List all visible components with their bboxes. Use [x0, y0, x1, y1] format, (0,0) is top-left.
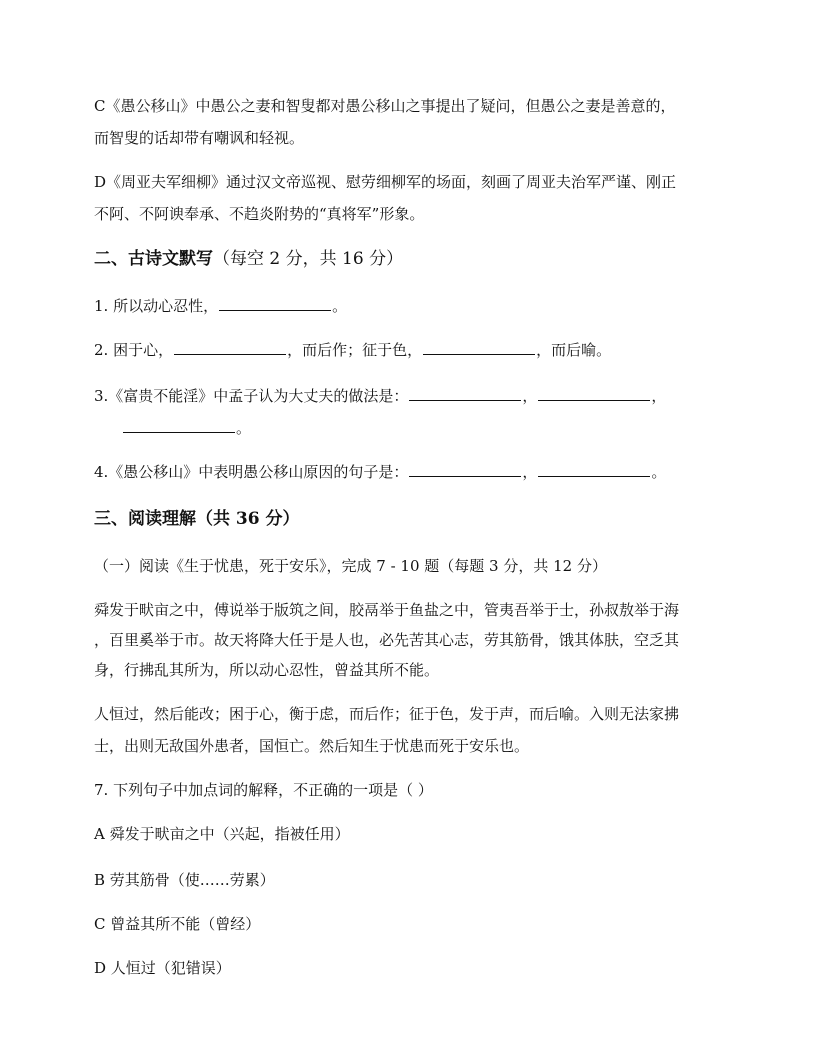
question-4-end: 。	[651, 463, 667, 481]
section-2-note: （每空 2 分，共 16 分）	[213, 249, 404, 269]
answer-blank[interactable]	[123, 418, 235, 433]
question-7-option-d: D 人恒过（犯错误）	[94, 959, 231, 977]
question-7-option-c: C 曾益其所不能（曾经）	[94, 915, 261, 933]
question-1-text: 1. 所以动心忍性，	[94, 297, 219, 315]
question-3-sep-2: ，	[651, 387, 667, 405]
question-7-stem: 7. 下列句子中加点词的解释，不正确的一项是（ ）	[94, 781, 433, 799]
section-2-title: 二、古诗文默写	[94, 249, 213, 269]
answer-blank[interactable]	[174, 340, 286, 355]
answer-blank[interactable]	[538, 462, 650, 477]
answer-blank[interactable]	[409, 462, 521, 477]
question-4-sep: ，	[522, 463, 538, 481]
section-3-heading	[94, 508, 300, 530]
question-1-end: 。	[332, 297, 348, 315]
question-1	[94, 296, 347, 316]
option-d-line-2: 不阿、不阿谀奉承、不趋炎附势的“真将军”形象。	[94, 205, 425, 223]
question-2-mid: ，而后作；征于色，	[287, 341, 423, 359]
answer-blank[interactable]	[423, 340, 535, 355]
question-3-end: 。	[236, 419, 252, 437]
question-7-option-a: A 舜发于畎亩之中（兴起，指被任用）	[94, 825, 350, 843]
question-3-text: 3.《富贵不能淫》中孟子认为大丈夫的做法是：	[94, 387, 409, 405]
question-3-sep-1: ，	[522, 387, 538, 405]
passage-line: 人恒过，然后能改；困于心，衡于虑，而后作；征于色，发于声，而后喻。入则无法家拂	[94, 705, 680, 723]
question-2	[94, 340, 611, 360]
answer-blank[interactable]	[219, 296, 331, 311]
passage-line: ，百里奚举于市。故天将降大任于是人也，必先苦其心志，劳其筋骨，饿其体肤，空乏其	[94, 631, 680, 649]
option-c-line-2: 而智叟的话却带有嘲讽和轻视。	[94, 129, 305, 147]
answer-blank[interactable]	[409, 386, 521, 401]
question-3-continued	[122, 418, 251, 438]
section-2-heading	[94, 248, 403, 270]
question-7-option-b: B 劳其筋骨（使……劳累）	[94, 871, 275, 889]
passage-line: 士，出则无敌国外患者，国恒亡。然后知生于忧患而死于安乐也。	[94, 737, 530, 755]
option-c-line-1: C《愚公移山》中愚公之妻和智叟都对愚公移山之事提出了疑问，但愚公之妻是善意的，	[94, 97, 676, 115]
passage-line: 身，行拂乱其所为，所以动心忍性，曾益其所不能。	[94, 661, 440, 679]
question-2-text: 2. 困于心，	[94, 341, 174, 359]
question-4	[94, 462, 666, 482]
question-4-text: 4.《愚公移山》中表明愚公移山原因的句子是：	[94, 463, 409, 481]
answer-blank[interactable]	[538, 386, 650, 401]
option-d-line-1: D《周亚夫军细柳》通过汉文帝巡视、慰劳细柳军的场面，刻画了周亚夫治军严谨、刚正	[94, 173, 677, 191]
section-3-note: （共 36 分）	[196, 509, 300, 529]
question-2-end: ，而后喻。	[536, 341, 612, 359]
question-3	[94, 386, 666, 406]
section-3-title: 三、阅读理解	[94, 509, 196, 529]
passage-line: 舜发于畎亩之中，傅说举于版筑之间，胶鬲举于鱼盐之中，管夷吾举于士，孙叔敖举于海	[94, 601, 680, 619]
subsection-1-heading: （一）阅读《生于忧患，死于安乐》，完成 7 - 10 题（每题 3 分，共 12 分）	[94, 557, 607, 575]
